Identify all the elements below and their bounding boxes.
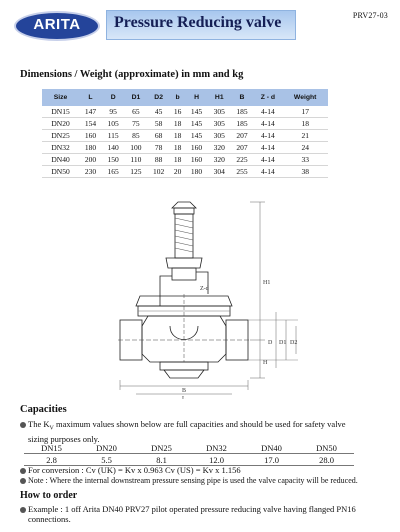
table-cell: 200: [79, 154, 102, 166]
note-subscript: V: [49, 425, 54, 432]
inlet-flange-shape: [120, 320, 142, 360]
table-cell: 145: [185, 130, 208, 142]
pilot-diaphragm-shape: [166, 258, 202, 268]
conversion-line: [20, 465, 241, 475]
table-cell: 160: [79, 130, 102, 142]
capacities-heading: Capacities: [20, 404, 67, 415]
order-example: [20, 504, 356, 524]
how-to-order-heading: How to order: [20, 490, 78, 501]
table-cell: 88: [147, 154, 170, 166]
table-cell: 185: [231, 118, 254, 130]
capacity-size-header: DN20: [79, 443, 134, 454]
order-text: connections.: [28, 514, 71, 524]
pilot-nut-shape: [174, 208, 194, 214]
bullet-icon: [20, 422, 26, 428]
table-cell: 140: [102, 142, 125, 154]
table-cell: 18: [282, 118, 328, 130]
table-cell: 18: [170, 142, 185, 154]
col-header: D2: [147, 89, 170, 106]
capacity-value: 28.0: [299, 454, 354, 466]
label-zd: Z-d: [200, 286, 209, 292]
capacity-size-header: DN50: [299, 443, 354, 454]
table-cell: 304: [208, 166, 231, 178]
table-cell: 320: [208, 154, 231, 166]
table-cell: 4-14: [253, 154, 282, 166]
capacity-value: 12.0: [189, 454, 244, 466]
document-code: PRV27-03: [352, 11, 388, 20]
table-cell: 110: [125, 154, 148, 166]
table-cell: 180: [79, 142, 102, 154]
label-d: D: [268, 340, 273, 346]
table-cell: 45: [147, 106, 170, 118]
table-cell: 150: [102, 154, 125, 166]
table-cell: 17: [282, 106, 328, 118]
label-h1: H1: [263, 280, 271, 286]
capacity-value: 8.1: [134, 454, 189, 466]
bullet-icon: [20, 507, 26, 513]
table-cell: 58: [147, 118, 170, 130]
capacity-note: [20, 419, 346, 444]
capacity-value: 17.0: [244, 454, 299, 466]
capacities-header-row: [24, 443, 354, 454]
col-header: H1: [208, 89, 231, 106]
capacity-size-header: DN32: [189, 443, 244, 454]
label-d2: D2: [290, 340, 298, 346]
table-row: [42, 154, 328, 166]
col-header: H: [185, 89, 208, 106]
table-cell: 105: [102, 118, 125, 130]
table-cell: DN40: [42, 154, 79, 166]
note-text: The K: [28, 419, 50, 429]
bullet-icon: [20, 468, 26, 474]
table-cell: 100: [125, 142, 148, 154]
pressure-note-line: [20, 476, 358, 486]
pilot-body-shape: [172, 268, 196, 280]
table-cell: 18: [170, 154, 185, 166]
table-cell: 24: [282, 142, 328, 154]
table-cell: 38: [282, 166, 328, 178]
page-title: Pressure Reducing valve: [114, 14, 282, 31]
table-cell: 115: [102, 130, 125, 142]
label-b: B: [182, 388, 187, 394]
label-l: L: [182, 396, 186, 399]
table-cell: 305: [208, 130, 231, 142]
col-header: L: [79, 89, 102, 106]
col-header: Z - d: [253, 89, 282, 106]
table-cell: 85: [125, 130, 148, 142]
col-header: Size: [42, 89, 79, 106]
table-cell: DN20: [42, 118, 79, 130]
table-cell: 255: [231, 166, 254, 178]
table-cell: 95: [102, 106, 125, 118]
table-cell: 154: [79, 118, 102, 130]
table-cell: 65: [125, 106, 148, 118]
table-cell: 230: [79, 166, 102, 178]
table-cell: 320: [208, 142, 231, 154]
table-cell: 4-14: [253, 106, 282, 118]
table-cell: 185: [231, 106, 254, 118]
table-cell: 207: [231, 142, 254, 154]
table-cell: 125: [125, 166, 148, 178]
table-cell: 18: [170, 130, 185, 142]
pressure-note-text: Note : Where the internal downstream pressure sensing pipe is used the valve capacity will be reduced.: [28, 476, 358, 485]
table-cell: 145: [185, 106, 208, 118]
table-cell: 21: [282, 130, 328, 142]
bullet-icon: [20, 478, 26, 484]
order-text: Example : 1 off Arita DN40 PRV27 pilot operated pressure reducing valve having flanged PN16: [28, 504, 356, 514]
label-h: H: [263, 360, 268, 366]
table-row: [42, 118, 328, 130]
table-cell: 180: [185, 166, 208, 178]
valve-drawing: [100, 194, 340, 399]
table-cell: DN50: [42, 166, 79, 178]
col-header: b: [170, 89, 185, 106]
label-d1: D1: [279, 340, 287, 346]
table-cell: 102: [147, 166, 170, 178]
table-cell: DN25: [42, 130, 79, 142]
col-header: B: [231, 89, 254, 106]
table-cell: 4-14: [253, 130, 282, 142]
table-cell: 225: [231, 154, 254, 166]
table-row: [42, 130, 328, 142]
pilot-cap-shape: [172, 202, 196, 208]
note-text: sizing purposes only.: [28, 433, 100, 444]
table-cell: 305: [208, 106, 231, 118]
capacity-value: 5.5: [79, 454, 134, 466]
header: [14, 10, 296, 46]
table-cell: 4-14: [253, 142, 282, 154]
table-cell: 33: [282, 154, 328, 166]
logo-text: ARITA: [33, 16, 81, 33]
table-row: [42, 142, 328, 154]
col-header: D1: [125, 89, 148, 106]
table-cell: 160: [185, 154, 208, 166]
capacities-table: [24, 443, 354, 466]
table-cell: 145: [185, 118, 208, 130]
dimensions-table: [42, 89, 328, 178]
table-row: [42, 106, 328, 118]
table-cell: 4-14: [253, 166, 282, 178]
table-cell: 147: [79, 106, 102, 118]
capacity-size-header: DN40: [244, 443, 299, 454]
capacity-value: 2.8: [24, 454, 79, 466]
capacities-value-row: [24, 454, 354, 466]
col-header: Weight: [282, 89, 328, 106]
table-cell: 305: [208, 118, 231, 130]
table-cell: 78: [147, 142, 170, 154]
table-cell: 20: [170, 166, 185, 178]
note-text: maximum values shown below are full capacities and should be used for safety valve: [53, 419, 346, 429]
table-cell: 165: [102, 166, 125, 178]
table-cell: 4-14: [253, 118, 282, 130]
conversion-text: For conversion : Cv (UK) = Kv x 0.963 Cv (US) = Kv x 1.156: [28, 465, 241, 475]
table-row: [42, 166, 328, 178]
capacity-size-header: DN25: [134, 443, 189, 454]
table-cell: DN15: [42, 106, 79, 118]
table-cell: 68: [147, 130, 170, 142]
table-cell: DN32: [42, 142, 79, 154]
dimensions-header-row: [42, 89, 328, 106]
table-cell: 207: [231, 130, 254, 142]
dimensions-heading: Dimensions / Weight (approximate) in mm and kg: [20, 69, 244, 80]
col-header: D: [102, 89, 125, 106]
table-cell: 75: [125, 118, 148, 130]
table-cell: 160: [185, 142, 208, 154]
table-cell: 16: [170, 106, 185, 118]
table-cell: 18: [170, 118, 185, 130]
capacity-size-header: DN15: [24, 443, 79, 454]
